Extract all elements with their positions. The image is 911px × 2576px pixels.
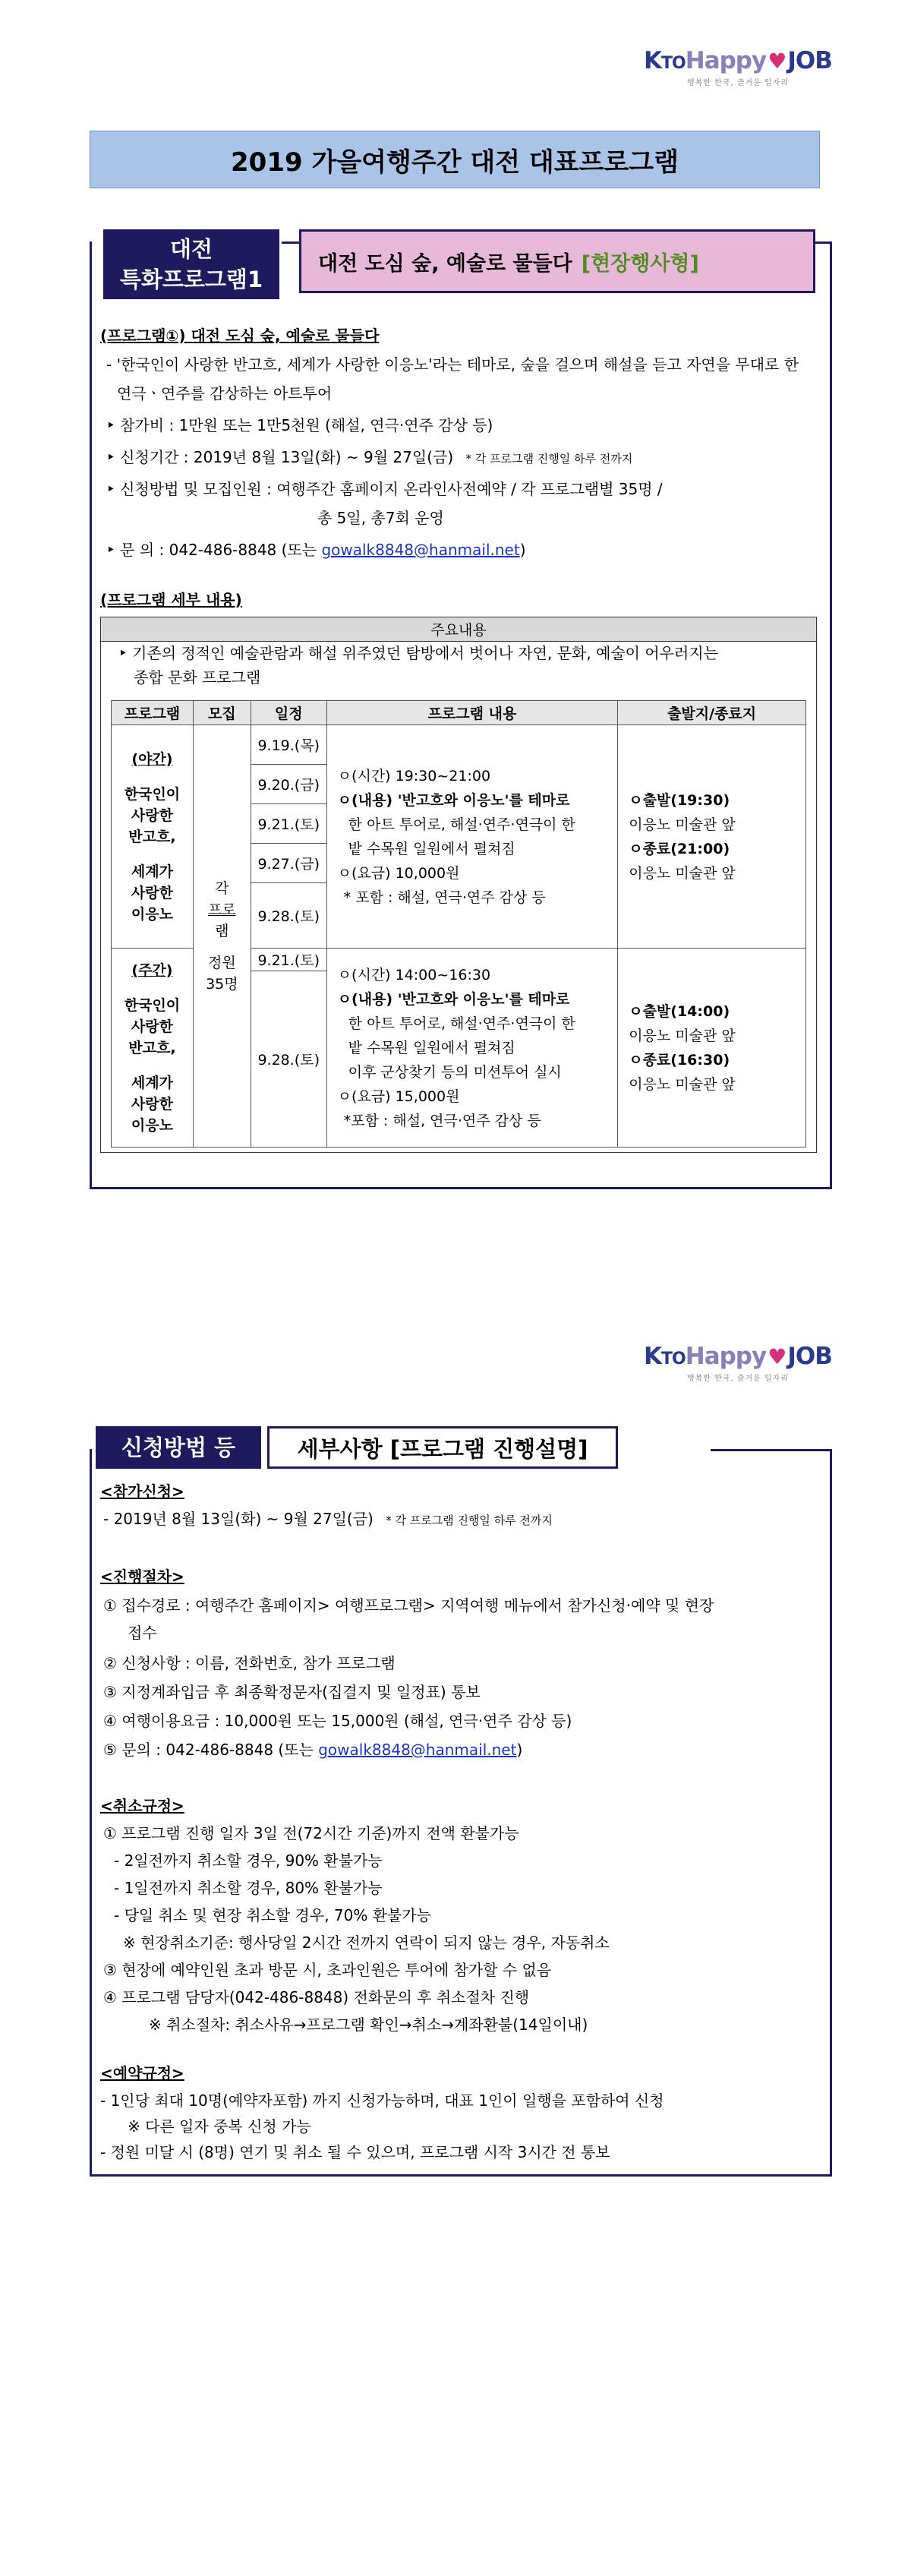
- reserve-item: - 1인당 최대 10명(예약자포함) 까지 신청가능하며, 대표 1인이 일행을 포함하여 신청: [100, 2091, 664, 2110]
- night-program-name: (야간) 한국인이 사랑한 반고흐, 세계가 사랑한 이응노: [112, 725, 194, 949]
- contact-text: ‣ 문 의 : 042-486-8848 (또는 gowalk8848@hanmail.net): [106, 541, 526, 559]
- page-title: 2019 가을여행주간 대전 대표프로그램: [90, 131, 820, 188]
- date-cell: 9.28.(토): [251, 883, 326, 949]
- process-item: 접수: [128, 1624, 157, 1642]
- day-program-name: (주간) 한국인이 사랑한 반고흐, 세계가 사랑한 이응노: [112, 949, 194, 1148]
- day-content: ㅇ(시간) 14:00~16:30 ㅇ(내용) '반고흐와 이응노'를 테마로 한 아트 투어로, 해설·연주·연극이 한 밭 수목원 일원에서 펼쳐짐 이후 군상찾기 등의 미션투어 실시 ㅇ(요금) 15,000원 *포함 : 해설, 연극·연주 감상 등: [326, 949, 618, 1148]
- process-item: ① 접수경로 : 여행주간 홈페이지> 여행프로그램> 지역여행 메뉴에서 참가신청·예약 및 현장: [103, 1596, 714, 1615]
- program-table: [111, 700, 806, 1148]
- intro-text-2: 연극ㆍ연주를 감상하는 아트투어: [117, 384, 333, 402]
- reserve-item: - 정원 미달 시 (8명) 연기 및 취소 될 수 있으며, 프로그램 시작 3시간 전 통보: [100, 2143, 610, 2161]
- method-text: ‣ 신청방법 및 모집인원 : 여행주간 홈페이지 온라인사전예약 / 각 프로그램별 35명 /: [106, 480, 663, 498]
- table-header: 프로그램: [112, 701, 194, 725]
- date-cell: 9.21.(토): [251, 804, 326, 844]
- program-headline: 대전 도심 숲, 예술로 물들다 [현장행사형]: [299, 229, 815, 293]
- cancel-item: ※ 현장취소기준: 행사당일 2시간 전까지 연락이 되지 않는 경우, 자동취소: [123, 1934, 610, 1952]
- date-cell: 9.19.(목): [251, 725, 326, 765]
- cancel-item: ③ 현장에 예약인원 초과 방문 시, 초과인원은 투어에 참가할 수 없음: [103, 1961, 552, 1979]
- process-item: ④ 여행이용요금 : 10,000원 또는 15,000원 (해설, 연극·연주 감상 등): [103, 1712, 572, 1730]
- apply-badge: 신청방법 등: [96, 1426, 261, 1469]
- process-item: ② 신청사항 : 이름, 전화번호, 참가 프로그램: [103, 1654, 396, 1672]
- table-header: 프로그램 내용: [326, 701, 618, 725]
- night-place: ㅇ출발(19:30) 이응노 미술관 앞 ㅇ종료(21:00) 이응노 미술관 앞: [618, 725, 806, 949]
- detail-heading: (프로그램 세부 내용): [100, 591, 242, 609]
- method-text-2: 총 5일, 총7회 운영: [317, 509, 444, 527]
- table-header: 일정: [251, 701, 326, 725]
- table-header: 모집: [193, 701, 251, 725]
- apply-period: - 2019년 8월 13일(화) ~ 9월 27일(금) * 각 프로그램 진행일 하루 전까지: [103, 1510, 553, 1528]
- intro-text: - '한국인이 사랑한 반고흐, 세계가 사랑한 이응노'라는 테마로, 숲을 걸으며 해설을 듣고 자연을 무대로 한: [106, 355, 799, 374]
- table-row: [112, 725, 806, 765]
- reserve-item: ※ 다른 일자 중복 신청 가능: [128, 2117, 311, 2136]
- heart-icon: ♥: [768, 49, 786, 74]
- date-cell: 9.21.(토): [251, 949, 326, 971]
- night-content: ㅇ(시간) 19:30~21:00 ㅇ(내용) '반고흐와 이응노'를 테마로 한 아트 투어로, 해설·연주·연극이 한 밭 수목원 일원에서 펼쳐짐 ㅇ(요금) 10,000원 * 포함 : 해설, 연극·연주 감상 등: [326, 725, 618, 949]
- cancel-item: - 1일전까지 취소할 경우, 80% 환불가능: [114, 1879, 383, 1897]
- kto-happy-job-logo: K TO Happy ♥ JOB 행복한 한국, 즐거운 일자리: [644, 47, 832, 87]
- program-badge: 대전 특화프로그램1: [103, 229, 279, 299]
- process-email-link[interactable]: gowalk8848@hanmail.net: [318, 1741, 517, 1759]
- recruit-cell: 각 프로 램 정원 35명: [193, 725, 251, 1148]
- cancel-item: - 2일전까지 취소할 경우, 90% 환불가능: [114, 1852, 383, 1870]
- kto-happy-job-logo-2: K TO Happy ♥ JOB 행복한 한국, 즐거운 일자리: [644, 1343, 832, 1383]
- table-header-row: [112, 701, 806, 725]
- detail-intro: ‣ 기존의 정적인 예술관람과 해설 위주였던 탐방에서 벗어나 자연, 문화, 예술이 어우러지는: [118, 644, 718, 662]
- day-place: ㅇ출발(14:00) 이응노 미술관 앞 ㅇ종료(16:30) 이응노 미술관 앞: [618, 949, 806, 1148]
- cancel-item: ① 프로그램 진행 일자 3일 전(72시간 기준)까지 전액 환불가능: [103, 1824, 519, 1842]
- detail-intro-2: 종합 문화 프로그램: [134, 668, 261, 687]
- cancel-item: - 당일 취소 및 현장 취소할 경우, 70% 환불가능: [114, 1906, 432, 1924]
- cancel-heading: <취소규정>: [100, 1797, 184, 1815]
- table-header: 출발지/종료지: [618, 701, 806, 725]
- cancel-item: ④ 프로그램 담당자(042-486-8848) 전화문의 후 취소절차 진행: [103, 1988, 530, 2006]
- program-heading: (프로그램①) 대전 도심 숲, 예술로 물들다: [100, 327, 380, 345]
- heart-icon: ♥: [768, 1344, 786, 1369]
- apply-headline: 세부사항 [프로그램 진행설명]: [267, 1426, 618, 1469]
- process-item: ③ 지정계좌입금 후 최종확정문자(집결지 및 일정표) 통보: [103, 1683, 481, 1701]
- apply-heading: <참가신청>: [100, 1482, 184, 1501]
- period-text: ‣ 신청기간 : 2019년 8월 13일(화) ~ 9월 27일(금) * 각 프로그램 진행일 하루 전까지: [106, 448, 633, 466]
- process-item: ⑤ 문의 : 042-486-8848 (또는 gowalk8848@hanmail.net): [103, 1741, 523, 1759]
- fee-text: ‣ 참가비 : 1만원 또는 1만5천원 (해설, 연극·연주 감상 등): [106, 416, 493, 434]
- reserve-heading: <예약규정>: [100, 2064, 184, 2082]
- cancel-item: ※ 취소절차: 취소사유→프로그램 확인→취소→계좌환불(14일이내): [149, 2016, 588, 2034]
- apply-section: [90, 1449, 832, 2177]
- date-cell: 9.20.(금): [251, 765, 326, 804]
- contact-email-link[interactable]: gowalk8848@hanmail.net: [321, 541, 520, 559]
- detail-box-title: 주요내용: [101, 617, 816, 642]
- date-cell: 9.27.(금): [251, 844, 326, 883]
- process-heading: <진행절차>: [100, 1567, 184, 1586]
- date-cell: 9.28.(토): [251, 971, 326, 1148]
